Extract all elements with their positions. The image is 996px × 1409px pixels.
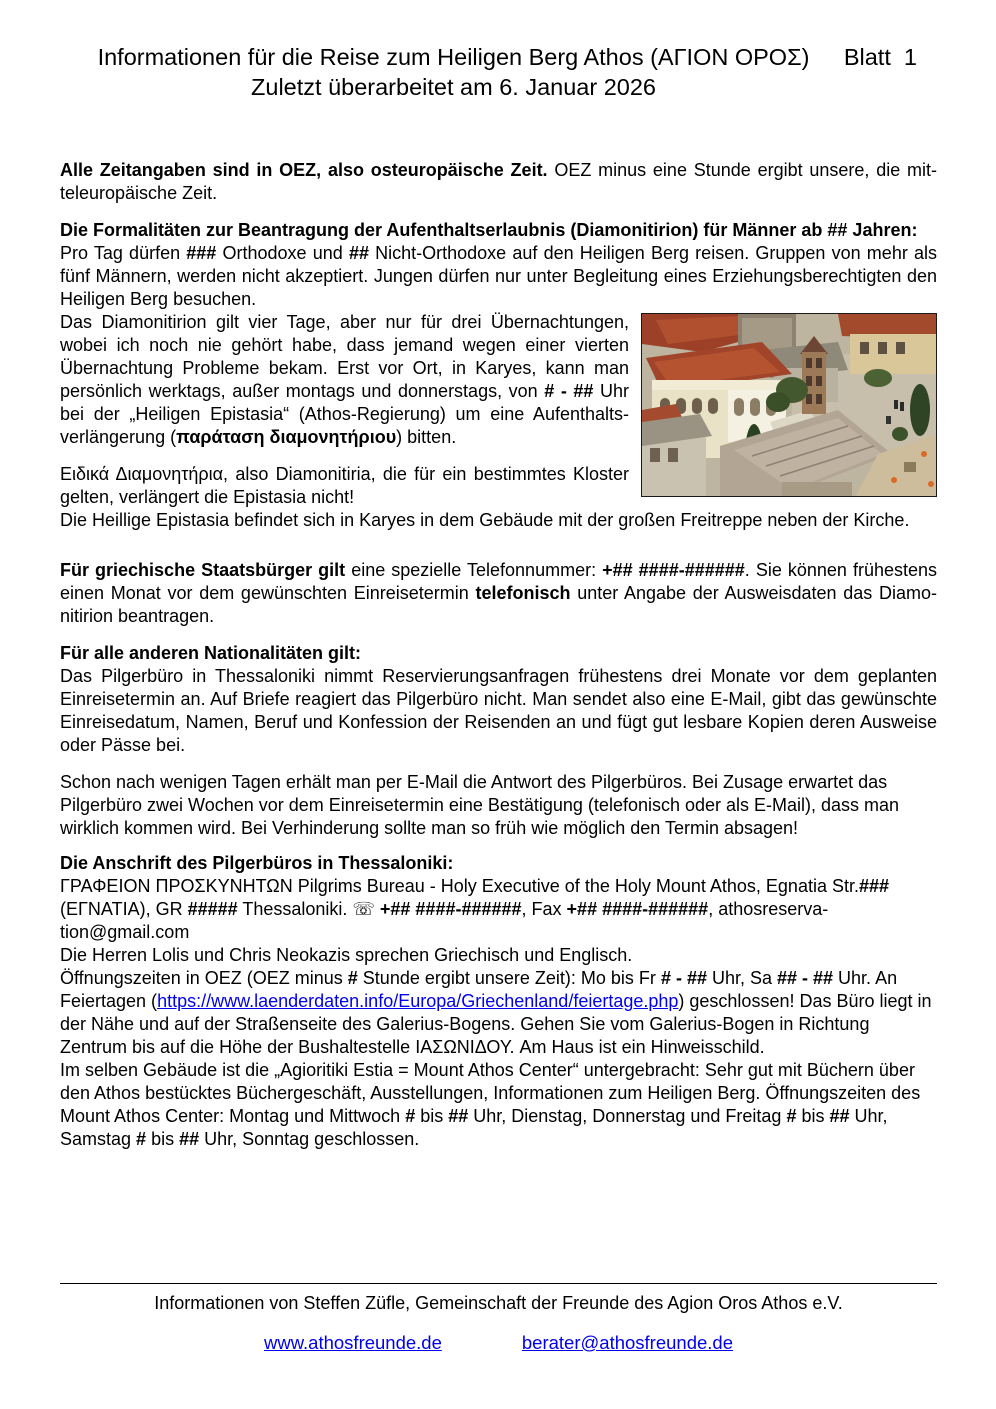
document-header (60, 42, 937, 102)
document-footer (60, 1283, 937, 1354)
paragraph-formalitaeten: Die Formalitäten zur Beantragung der Aufenthaltserlaubnis (Diamonitirion) für Männer ab ## Jahren: Pro Tag dürfen ### Orthodoxe und ## Nicht-Orthodoxe auf den Heiligen Berg reisen. Gruppen von mehr als fünf Männern, werden nicht akzeptiert. Jungen dürfen nur unter Begleitung eines Erziehungsberechtigten den Heiligen Berg besuchen. (60, 220, 938, 309)
email-link[interactable]: berater@athosfreunde.de (521, 1332, 734, 1353)
paragraph-eidika: Ειδικά Διαμονητήρια, also Diamonitiria, die für ein bestimmtes Kloster gelten, verlängert die Epistasia nicht! (60, 464, 629, 507)
paragraph-antwort: Schon nach wenigen Tagen erhält man per E-Mail die Antwort des Pilgerbüros. Bei Zusage erwartet das Pilgerbüro zwei Wochen vor dem Einreisetermin eine Bestätigung (telefonisch oder als E-Mail), dass man wirklich kommen wird. Bei Verhinderung sollte man so früh wie möglich den Termin absagen! (60, 772, 900, 838)
paragraph-andere-nationalitaeten: Für alle anderen Nationalitäten gilt: Das Pilgerbüro in Thessaloniki nimmt Reservierungsanfragen frühestens drei Monate vor dem geplanten Einreisetermin an. Auf Briefe reagiert das Pilgerbüro nicht. Man sendet also eine E-Mail, gibt das gewünschte Einreisedatum, Namen, Beruf und Konfession der Reisenden an und fügt gut lesbare Kopien deren Ausweise oder Pässe bei. (60, 643, 937, 755)
page-title: Informationen für die Reise zum Heiligen Berg Athos (ΑΓΙΟΝ ΟΡΟΣ) (97, 44, 810, 70)
paragraph-diamonitirion: Das Diamonitirion gilt vier Tage, aber nur für drei Übernachtungen, wobei ich noch nie gehört habe, dass jemand wegen einer vierten Übernachtung Probleme bekam. Erst vor Ort, in Karyes, kann man persönlich werktags, außer montags und donnerstags, von # - ## Uhr bei der „Heiligen Epistasia“ (Athos-Regierung) um eine Aufenthaltsverlängerung (παράταση διαμονητήριου) bitten. (60, 312, 629, 447)
footer-credit: Informationen von Steffen Züfle, Gemeinschaft der Freunde des Agion Oros Athos e.V. (154, 1293, 843, 1313)
paragraph-zeitangaben: Alle Zeitangaben sind in OEZ, also osteuropäische Zeit. OEZ minus eine Stunde ergibt unsere, die mitteleuropäische Zeit. (60, 160, 937, 203)
float-section (60, 311, 937, 532)
paragraph-epistasia-ort: Die Heillige Epistasia befindet sich in Karyes in dem Gebäude mit der großen Freitreppe neben der Kirche. (60, 510, 910, 530)
footer-divider (60, 1283, 937, 1284)
website-link[interactable]: www.athosfreunde.de (263, 1332, 442, 1353)
feiertage-link[interactable]: https://www.laenderdaten.info/Europa/Griechenland/feiertage.php (157, 991, 679, 1011)
sheet-number: Blatt 1 (843, 44, 917, 70)
karyes-aerial-photo (641, 313, 937, 497)
page-subtitle: Zuletzt überarbeitet am 6. Januar 2026 (251, 74, 656, 100)
paragraph-griechische-staatsbuerger: Für griechische Staatsbürger gilt eine spezielle Telefonnummer: +## ####-######. Sie können frühestens einen Monat vor dem gewünschten Einreisetermin telefonisch unter Angabe der Ausweisdaten das Diamonitirion beantragen. (60, 560, 937, 626)
paragraph-anschrift: Die Anschrift des Pilgerbüros in Thessaloniki: ΓΡΑΦΕΙΟΝ ΠΡΟΣΚΥΝΗΤΩΝ Pilgrims Bureau - Holy Executive of the Holy Mount Athos, Egnatia Str.### (ΕΓΝΑΤΙΑ), GR ##### Thessaloniki. ☏ +## ####-######, Fax +## ####-######, athosreservation@gmail.com Die Herren Lolis und Chris Neokazis sprechen Griechisch und Englisch. Öffnungszeiten in OEZ (OEZ minus # Stunde ergibt unsere Zeit): Mo bis Fr # - ## Uhr, Sa ## - ## Uhr. An Feiertagen (https://www.laenderdaten.info/Europa/Griechenland/feiertage.php) geschlossen! Das Büro liegt in der Nähe und auf der Straßenseite des Galerius-Bogens. Gehen Sie vom Galerius-Bogen in Richtung Zentrum bis auf die Höhe der Bushaltestelle ΙΑΣΩΝΙΔΟΥ. Am Haus ist ein Hinweisschild. Im selben Gebäude ist die „Agioritiki Estia = Mount Athos Center“ untergebracht: Sehr gut mit Büchern über den Athos bestücktes Büchergeschäft, Ausstellungen, Informationen zum Heiligen Berg. Öffnungszeiten des Mount Athos Center: Montag und Mittwoch # bis ## Uhr, Dienstag, Donnerstag und Freitag # bis ## Uhr, Samstag # bis ## Uhr, Sonntag geschlossen. (60, 853, 932, 1149)
